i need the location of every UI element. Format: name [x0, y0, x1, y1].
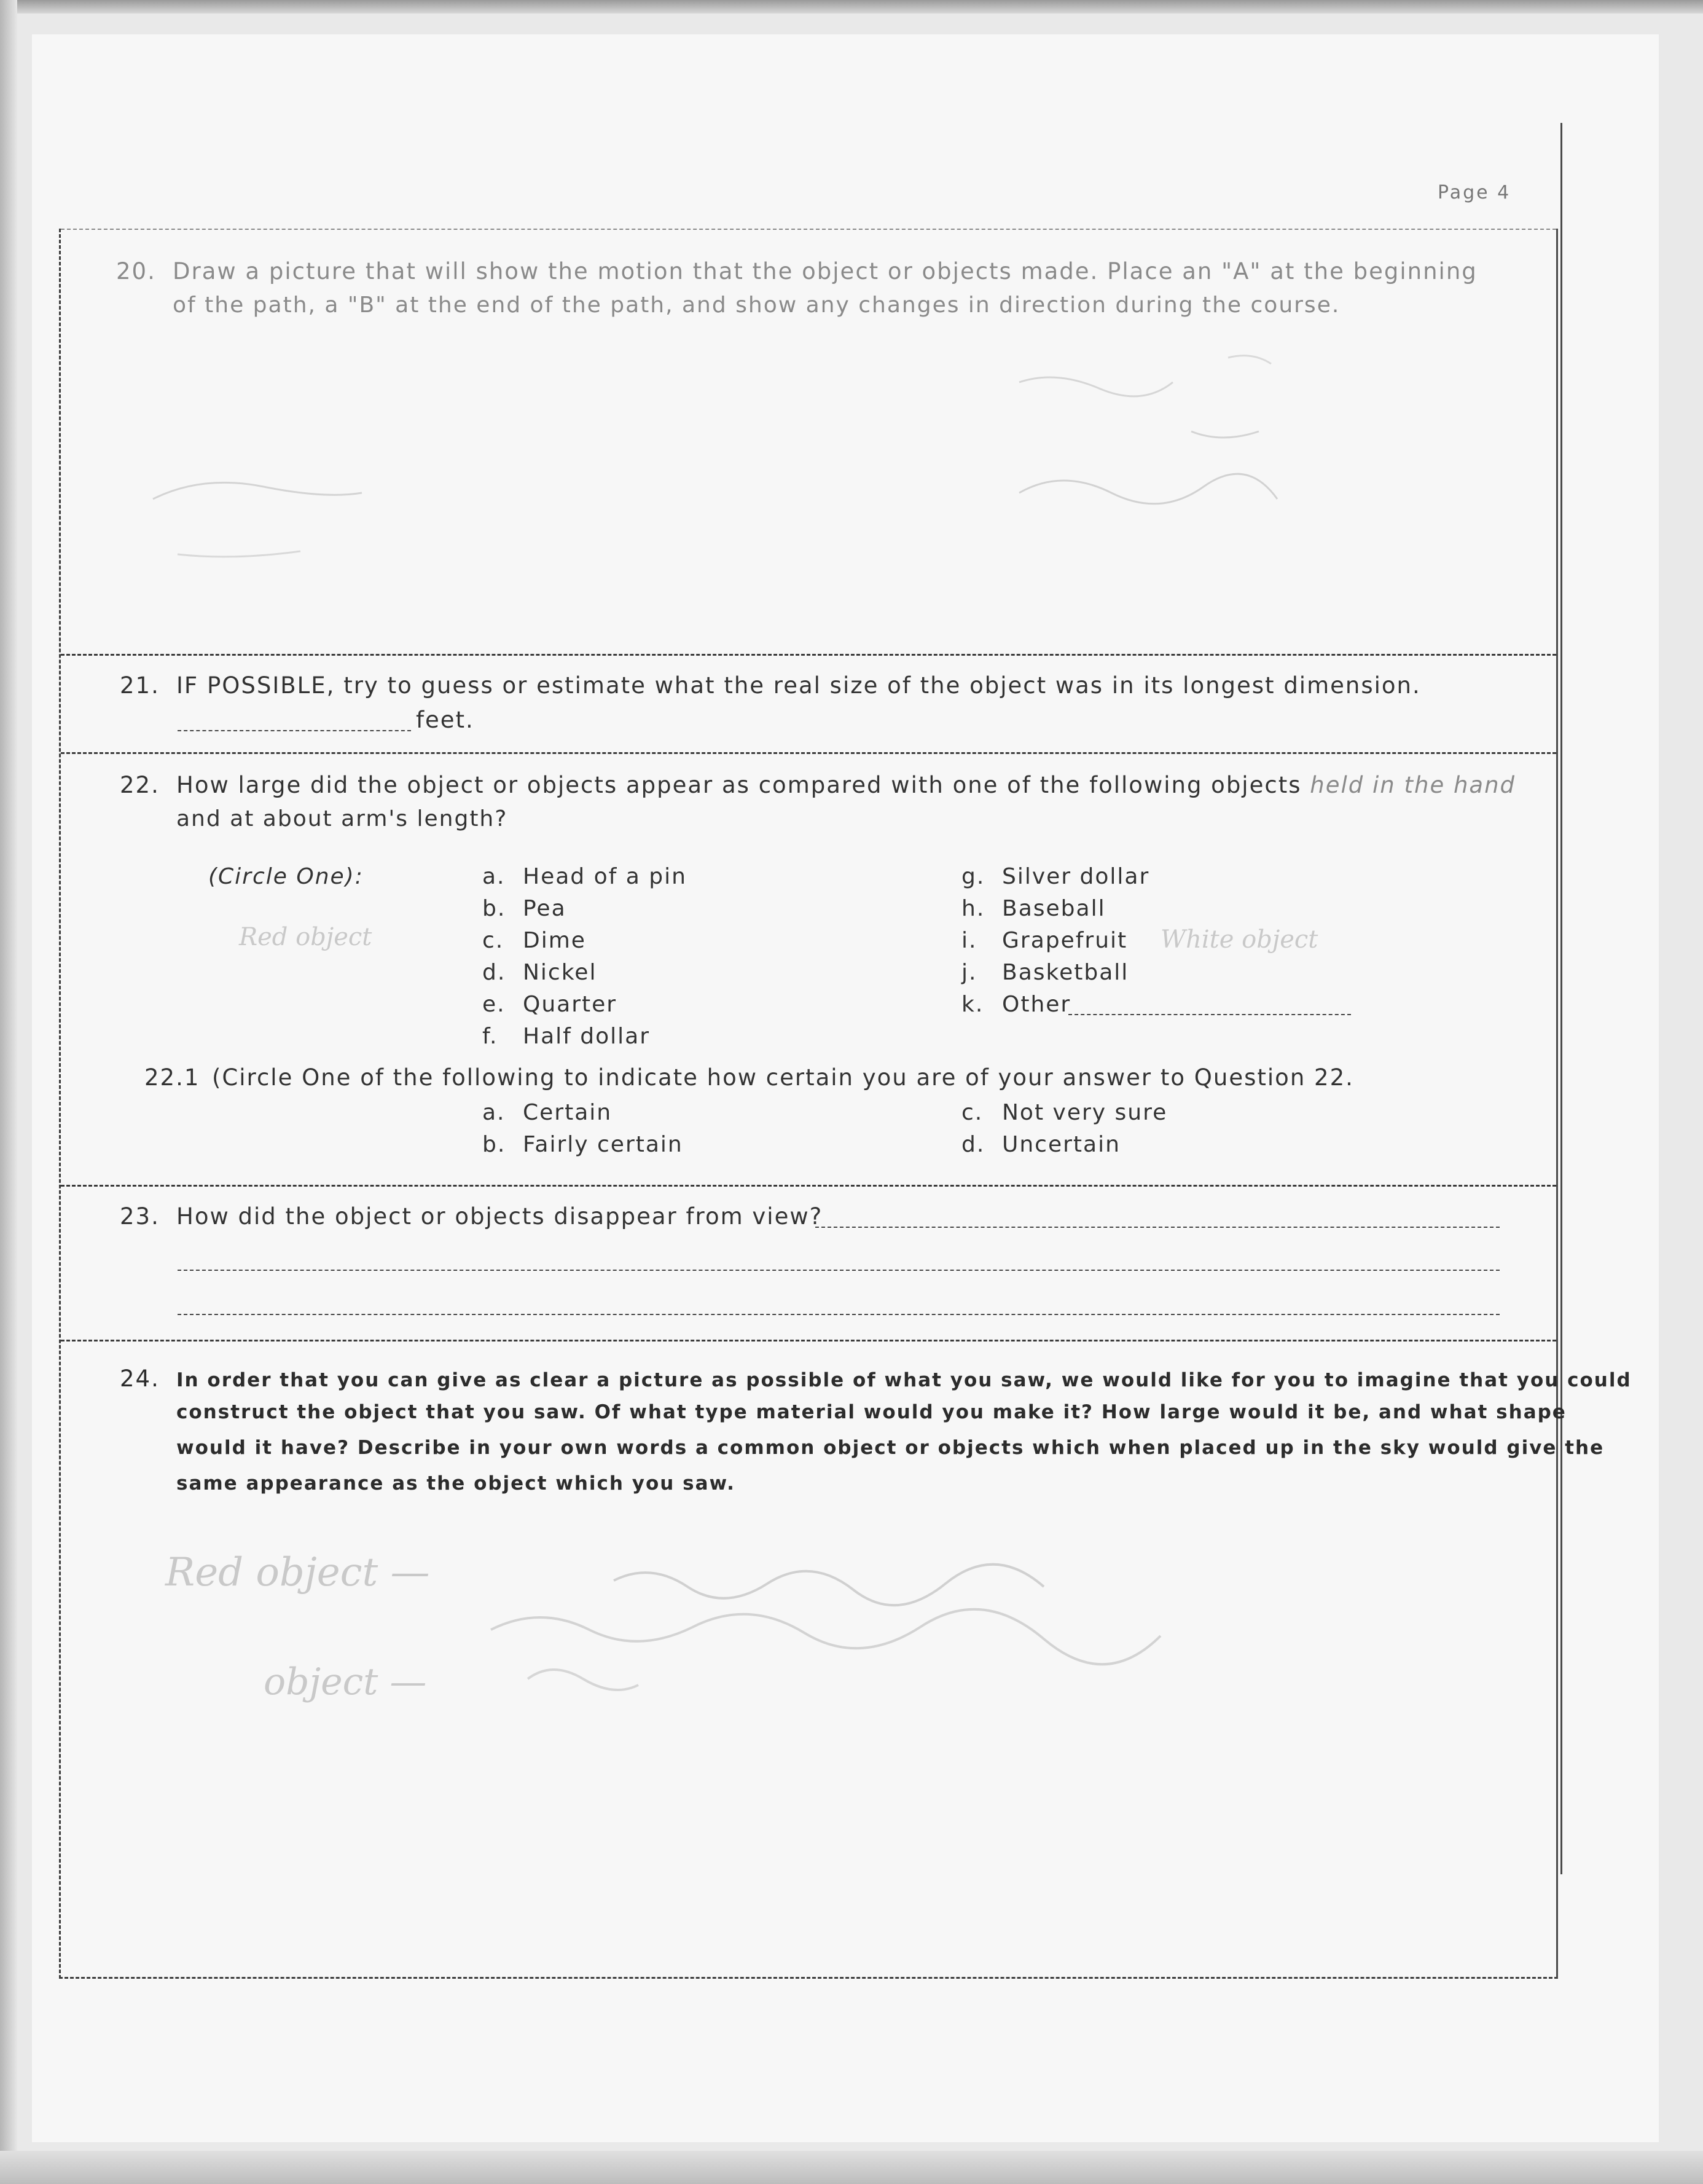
q22-handwriting-right: White object [1161, 925, 1318, 954]
q24-text-2: construct the object that you saw. Of what type material would you make it? How large would it be, and what shape [176, 1401, 1567, 1423]
page-number: Page 4 [1438, 182, 1511, 203]
q22-option-h[interactable]: h. Baseball [961, 896, 1106, 921]
q22-1-option-d[interactable]: d. Uncertain [961, 1132, 1121, 1157]
q20-number: 20. [116, 258, 156, 285]
q22-option-k[interactable]: k. Other [961, 992, 1071, 1017]
q21-lead: IF POSSIBLE, [176, 672, 335, 699]
page-right-edge [1560, 123, 1562, 1874]
q22-text-2: and at about arm's length? [176, 806, 508, 831]
q22-option-d[interactable]: d. Nickel [482, 960, 597, 985]
q22-text-1a: How large did the object or objects appear as compared with one of the following objects [176, 772, 1302, 798]
q24-number: 24. [120, 1365, 160, 1392]
q24-handwriting-2: object — [264, 1660, 427, 1703]
q24-handwriting-1: Red object — [165, 1550, 430, 1595]
q22-option-j[interactable]: j. Basketball [961, 960, 1129, 985]
q20-text-2: of the path, a "B" at the end of the path, and show any changes in direction during the course. [173, 293, 1341, 318]
q22-1-text: (Circle One of the following to indicate how certain you are of your answer to Question 22. [212, 1064, 1354, 1091]
q22-1-option-a[interactable]: a. Certain [482, 1100, 613, 1125]
q22-option-i[interactable]: i. Grapefruit [961, 928, 1128, 953]
q22-option-c[interactable]: c. Dime [482, 928, 586, 953]
q21-number: 21. [120, 672, 160, 699]
q24-answer-area[interactable] [61, 229, 1556, 1977]
q24-text-1: In order that you can give as clear a picture as possible of what you saw, we would like for you to imagine that you could [176, 1369, 1632, 1391]
scan-top-shadow [0, 0, 1703, 14]
q22-1-option-c[interactable]: c. Not very sure [961, 1100, 1168, 1125]
q22-circle-label: (Circle One): [208, 864, 364, 889]
q22-number: 22. [120, 772, 160, 798]
q22-option-f[interactable]: f. Half dollar [482, 1024, 650, 1049]
q22-1-number: 22.1 [144, 1064, 200, 1091]
q23-text: How did the object or objects disappear from view? [176, 1203, 823, 1230]
q20-text-1: Draw a picture that will show the motion that the object or objects made. Place an "A" at the beginning [173, 258, 1478, 285]
scan-left-shadow [0, 0, 17, 2184]
q24-text-3: would it have? Describe in your own words a common object or objects which when placed up in the sky would give the [176, 1437, 1605, 1459]
scan-bottom-shadow [0, 2151, 1703, 2184]
q22-1-option-b[interactable]: b. Fairly certain [482, 1132, 683, 1157]
q24-text-4: same appearance as the object which you saw. [176, 1472, 735, 1495]
q22-text-1b: held in the hand [1310, 772, 1516, 798]
q21-unit: feet. [416, 707, 474, 733]
q21-text: try to guess or estimate what the real size of the object was in its longest dimension. [343, 672, 1421, 699]
questionnaire-form [59, 229, 1632, 1979]
q22-option-b[interactable]: b. Pea [482, 896, 566, 921]
q22-option-a[interactable]: a. Head of a pin [482, 864, 687, 889]
q22-option-g[interactable]: g. Silver dollar [961, 864, 1150, 889]
q22-handwriting-left: Red object [239, 923, 372, 951]
q23-number: 23. [120, 1203, 160, 1230]
q22-option-e[interactable]: e. Quarter [482, 992, 617, 1017]
